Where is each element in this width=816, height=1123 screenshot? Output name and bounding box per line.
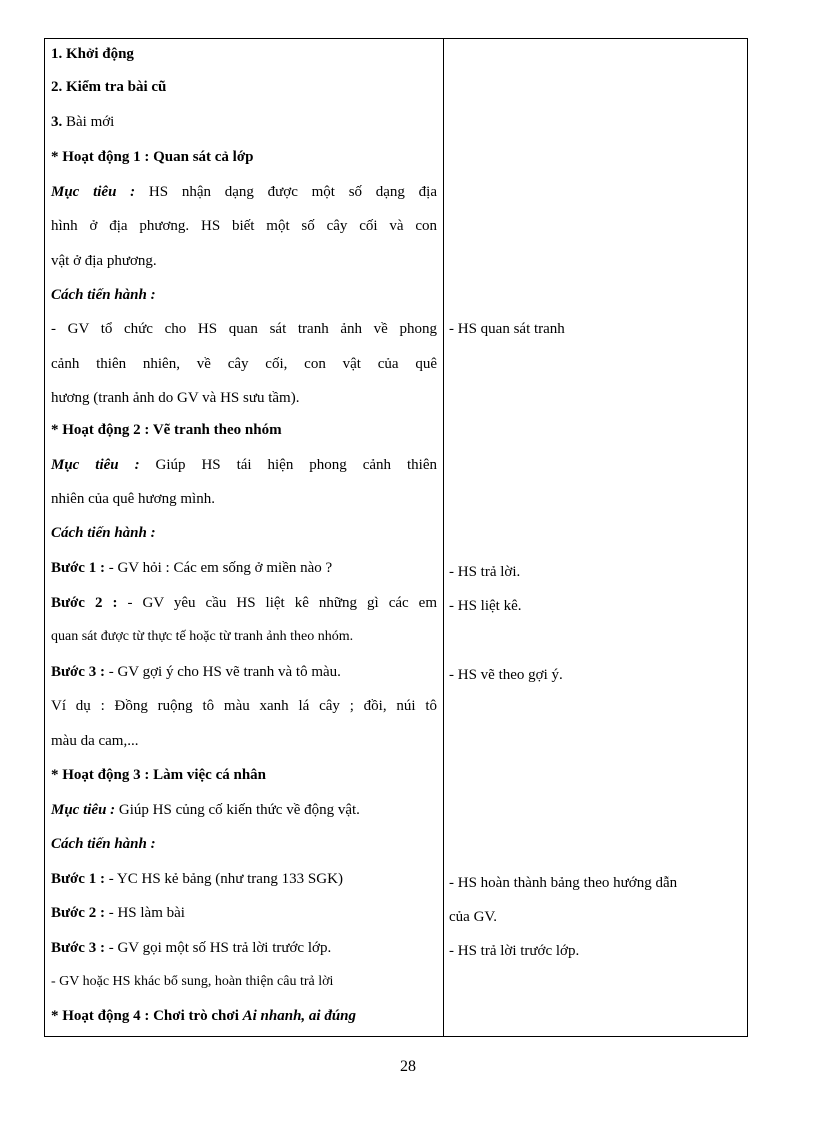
procedure-label: Cách tiến hành : [51,287,156,303]
activity-1-goal-line: Mục tiêu : HS nhận dạng được một số dạng địa [51,184,437,200]
student-action: - HS trả lời trước lớp. [449,943,580,959]
activity-4-title: * Hoạt động 4 : Chơi trò chơi Ai nhanh, ai đúng [51,1008,357,1024]
section-bai-moi: 3. Bài mới [51,114,115,130]
activity-3-step-2: Bước 2 : - HS làm bài [51,905,185,921]
activity-2-example: màu da cam,... [51,733,139,749]
activity-3-note: - GV hoặc HS khác bổ sung, hoàn thiện câu trả lời [51,974,334,989]
activity-1-step-line: hương (tranh ảnh do GV và HS sưu tầm). [51,390,300,406]
column-divider [443,39,444,1036]
activity-2-goal-line: nhiên của quê hương mình. [51,491,215,507]
student-action: của GV. [449,909,498,925]
activity-3-step-3: Bước 3 : - GV gọi một số HS trả lời trước lớp. [51,940,332,956]
procedure-label: Cách tiến hành : [51,836,156,852]
activity-2-step-2-cont: quan sát được từ thực tế hoặc từ tranh ảnh theo nhóm. [51,629,354,644]
activity-2-goal-line: Mục tiêu : Giúp HS tái hiện phong cảnh thiên [51,457,437,473]
activity-3-title: * Hoạt động 3 : Làm việc cá nhân [51,767,267,783]
section-kiem-tra: 2. Kiểm tra bài cũ [51,79,167,95]
procedure-label: Cách tiến hành : [51,525,156,541]
lesson-table [44,38,748,1037]
activity-2-step-1: Bước 1 : - GV hỏi : Các em sống ở miền nào ? [51,560,333,576]
page-number: 28 [400,1058,416,1075]
student-action: - HS hoàn thành bảng theo hướng dẫn [449,875,678,891]
activity-1-step-line: - GV tổ chức cho HS quan sát tranh ảnh về phong [51,321,437,337]
activity-2-example: Ví dụ : Đồng ruộng tô màu xanh lá cây ; đồi, núi tô [51,698,437,714]
activity-2-title: * Hoạt động 2 : Vẽ tranh theo nhóm [51,422,282,438]
section-khoi-dong: 1. Khởi động [51,46,134,62]
activity-1-goal-line: vật ở địa phương. [51,253,157,269]
activity-2-step-3: Bước 3 : - GV gợi ý cho HS vẽ tranh và tô màu. [51,664,341,680]
activity-3-step-1: Bước 1 : - YC HS kẻ bảng (như trang 133 SGK) [51,871,343,887]
student-action: - HS liệt kê. [449,598,522,614]
activity-3-goal: Mục tiêu : Giúp HS củng cố kiến thức về động vật. [51,802,360,818]
activity-1-goal-line: hình ở địa phương. HS biết một số cây cối và con [51,218,437,234]
activity-1-step-line: cảnh thiên nhiên, về cây cối, con vật của quê [51,356,437,372]
student-action: - HS quan sát tranh [449,321,565,337]
student-action: - HS trả lời. [449,564,521,580]
activity-1-title: * Hoạt động 1 : Quan sát cả lớp [51,149,254,165]
student-action: - HS vẽ theo gợi ý. [449,667,563,683]
activity-2-step-2: Bước 2 : - GV yêu cầu HS liệt kê những gì các em [51,595,438,611]
